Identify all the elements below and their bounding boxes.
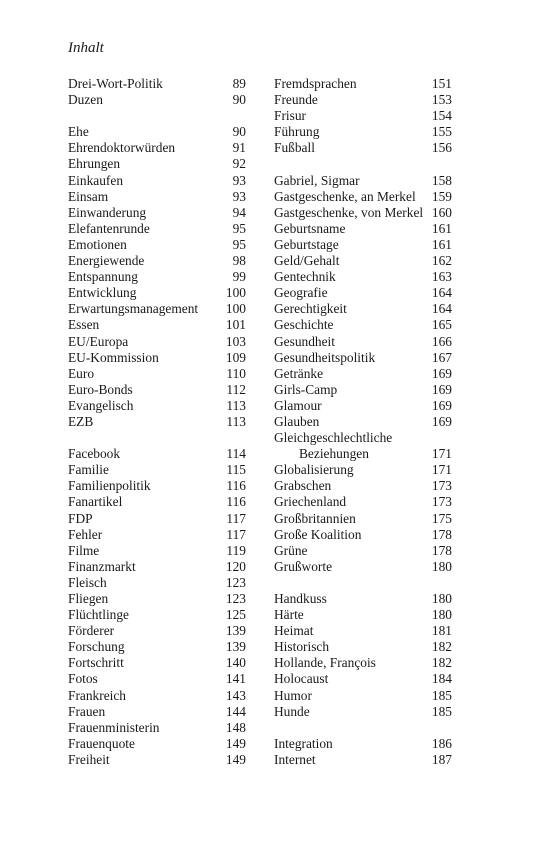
- index-entry: [274, 317, 452, 333]
- index-entry: [68, 205, 246, 221]
- entry-term: Erwartungsmanagement: [68, 301, 199, 317]
- entry-page-number: 187: [431, 751, 452, 767]
- entry-page-number: 178: [431, 542, 452, 558]
- index-entry: [274, 607, 452, 623]
- index-entry: [68, 124, 246, 140]
- entry-term: Förderer: [68, 623, 115, 639]
- entry-page-number: 114: [226, 446, 246, 462]
- entry-page-number: 139: [225, 639, 246, 655]
- index-entry: [68, 671, 246, 687]
- index-entry: [274, 350, 452, 366]
- index-entry: [68, 736, 246, 752]
- index-entry: [68, 511, 246, 527]
- entry-term: Glauben: [274, 413, 320, 429]
- index-entry: [68, 189, 246, 205]
- entry-term: Gastgeschenke, an Merkel: [274, 188, 416, 204]
- entry-page-number: 90: [232, 124, 246, 140]
- index-column-right: [274, 76, 452, 768]
- entry-term: Fehler: [68, 526, 103, 542]
- index-entry: [68, 237, 246, 253]
- index-entry: [274, 237, 452, 253]
- index-entry: [68, 462, 246, 478]
- entry-term: Fußball: [274, 140, 315, 156]
- entry-page-number: 143: [225, 687, 246, 703]
- index-entry: [68, 688, 246, 704]
- entry-page-number: 113: [226, 413, 246, 429]
- entry-page-number: 153: [431, 92, 452, 108]
- entry-page-number: 140: [225, 655, 246, 671]
- index-entry: [68, 591, 246, 607]
- page-heading: Inhalt: [68, 40, 104, 56]
- index-entry: [274, 527, 452, 543]
- entry-term: Ehe: [68, 124, 89, 140]
- entry-page-number: 163: [431, 269, 452, 285]
- entry-term: Elefantenrunde: [68, 220, 150, 236]
- entry-term: Facebook: [68, 446, 121, 462]
- entry-page-number: 92: [232, 156, 246, 172]
- index-entry: [274, 688, 452, 704]
- index-entry: [274, 478, 452, 494]
- entry-page-number: 117: [226, 526, 246, 542]
- index-entry: [68, 269, 246, 285]
- entry-term: Grußworte: [274, 558, 333, 574]
- entry-term: Handkuss: [274, 591, 327, 606]
- index-entry: [274, 76, 452, 92]
- entry-page-number: 173: [431, 494, 452, 510]
- index-entry: [68, 76, 246, 92]
- index-entry: [274, 366, 452, 382]
- entry-page-number: 180: [431, 607, 452, 623]
- index-entry: [274, 704, 452, 720]
- index-entry: [274, 623, 452, 639]
- entry-page-number: 178: [431, 526, 452, 542]
- entry-term: Große Koalition: [274, 526, 362, 542]
- entry-term: Gesundheit: [274, 333, 335, 349]
- index-entry: [274, 108, 452, 124]
- index-entry: [68, 382, 246, 398]
- entry-term: Holocaust: [274, 671, 329, 687]
- entry-term: Frauenquote: [68, 735, 135, 751]
- index-entry: [68, 655, 246, 671]
- index-entry: [68, 92, 246, 108]
- entry-page-number: 185: [431, 687, 452, 703]
- entry-page-number: 120: [225, 558, 246, 574]
- index-entry: [68, 221, 246, 237]
- entry-term: Finanzmarkt: [68, 558, 136, 574]
- index-entry: [68, 414, 246, 430]
- entry-term: EU-Kommission: [68, 349, 159, 365]
- entry-term: Frankreich: [68, 687, 127, 703]
- entry-page-number: 169: [431, 413, 452, 429]
- entry-page-number: 101: [225, 317, 246, 333]
- index-entry: [274, 221, 452, 237]
- entry-term: Emotionen: [68, 236, 127, 252]
- entry-term: Familienpolitik: [68, 478, 151, 494]
- entry-term: Evangelisch: [68, 397, 134, 413]
- entry-term: Frauen: [68, 703, 106, 719]
- entry-page-number: 162: [431, 253, 452, 269]
- index-entry: [68, 253, 246, 269]
- index-entry: [274, 736, 452, 752]
- entry-page-number: 149: [225, 751, 246, 767]
- entry-term: Girls-Camp: [274, 381, 338, 397]
- entry-term: Griechenland: [274, 494, 347, 510]
- entry-term: Fleisch: [68, 574, 107, 590]
- entry-page-number: 182: [431, 655, 452, 671]
- entry-page-number: 154: [431, 108, 452, 124]
- group-gap: [68, 108, 246, 124]
- entry-page-number: 109: [225, 349, 246, 365]
- entry-page-number: 171: [431, 446, 452, 462]
- entry-page-number: 116: [226, 478, 246, 494]
- entry-term: Freunde: [274, 92, 318, 108]
- entry-page-number: 149: [225, 735, 246, 751]
- entry-page-number: 156: [431, 140, 452, 156]
- entry-term: Flüchtlinge: [68, 607, 129, 623]
- group-gap: [274, 156, 452, 172]
- entry-page-number: 158: [431, 172, 452, 188]
- index-entry: [68, 317, 246, 333]
- entry-page-number: 93: [232, 188, 246, 204]
- entry-term: Duzen: [68, 92, 103, 108]
- entry-term: Fremdsprachen: [274, 76, 357, 91]
- entry-term: Einsam: [68, 188, 109, 204]
- index-entry: [68, 639, 246, 655]
- entry-page-number: 186: [431, 735, 452, 751]
- index-entry: [68, 366, 246, 382]
- entry-page-number: 113: [226, 397, 246, 413]
- entry-page-number: 144: [225, 703, 246, 719]
- entry-page-number: 184: [431, 671, 452, 687]
- index-entry: [274, 752, 452, 768]
- index-entry: [274, 92, 452, 108]
- entry-term: Globalisierung: [274, 462, 354, 478]
- entry-page-number: 161: [431, 236, 452, 252]
- entry-term: Energiewende: [68, 253, 145, 269]
- entry-page-number: 99: [232, 269, 246, 285]
- index-entry: [274, 269, 452, 285]
- index-entry: [68, 398, 246, 414]
- index-entry: [68, 156, 246, 172]
- entry-page-number: 139: [225, 623, 246, 639]
- index-entry: [68, 623, 246, 639]
- entry-term: Beziehungen: [299, 446, 369, 462]
- entry-term: Frisur: [274, 108, 306, 124]
- index-entry: [274, 655, 452, 671]
- entry-page-number: 117: [226, 510, 246, 526]
- entry-page-number: 103: [225, 333, 246, 349]
- entry-term: Entspannung: [68, 269, 138, 285]
- group-gap: [274, 720, 452, 736]
- entry-term: Geburtsname: [274, 220, 346, 236]
- entry-term: Härte: [274, 607, 304, 623]
- index-entry: [274, 398, 452, 414]
- entry-term: Glamour: [274, 397, 322, 413]
- entry-page-number: 175: [431, 510, 452, 526]
- entry-term: Ehrendoktorwürden: [68, 140, 176, 156]
- entry-page-number: 98: [232, 253, 246, 269]
- entry-term: Entwicklung: [68, 285, 137, 301]
- entry-page-number: 112: [226, 381, 246, 397]
- entry-term: Geburtstage: [274, 236, 339, 252]
- entry-term: Hunde: [274, 703, 310, 719]
- index-entry: [274, 591, 452, 607]
- entry-page-number: 155: [431, 124, 452, 140]
- entry-page-number: 171: [431, 462, 452, 478]
- entry-page-number: 115: [226, 462, 246, 478]
- entry-term: Gabriel, Sigmar: [274, 172, 360, 188]
- index-entry: [274, 285, 452, 301]
- entry-term: Getränke: [274, 365, 324, 381]
- entry-term: Integration: [274, 735, 333, 751]
- entry-page-number: 173: [431, 478, 452, 494]
- index-entry: [274, 671, 452, 687]
- entry-page-number: 161: [431, 220, 452, 236]
- index-entry: [274, 173, 452, 189]
- entry-page-number: 100: [225, 285, 246, 301]
- index-entry: [274, 189, 452, 205]
- entry-page-number: 125: [225, 607, 246, 623]
- entry-term: Heimat: [274, 623, 314, 639]
- entry-term: Drei-Wort-Politik: [68, 76, 163, 91]
- entry-page-number: 100: [225, 301, 246, 317]
- index-entry: [274, 301, 452, 317]
- index-entry: [274, 511, 452, 527]
- entry-page-number: 160: [431, 204, 452, 220]
- entry-page-number: 181: [431, 623, 452, 639]
- index-entry: [68, 704, 246, 720]
- entry-term: Großbritannien: [274, 510, 356, 526]
- entry-term: Humor: [274, 687, 312, 703]
- index-entry: [68, 527, 246, 543]
- index-entry: [274, 414, 452, 430]
- index-entry: [68, 478, 246, 494]
- entry-page-number: 164: [431, 285, 452, 301]
- entry-page-number: 116: [226, 494, 246, 510]
- index-entry: [274, 559, 452, 575]
- entry-term: Forschung: [68, 639, 125, 655]
- entry-page-number: 182: [431, 639, 452, 655]
- entry-page-number: 148: [225, 719, 246, 735]
- entry-page-number: 185: [431, 703, 452, 719]
- index-entry: [68, 446, 246, 462]
- index-entry: [68, 559, 246, 575]
- entry-term: Gastgeschenke, von Merkel: [274, 204, 424, 220]
- entry-page-number: 166: [431, 333, 452, 349]
- entry-page-number: 180: [431, 591, 452, 606]
- entry-page-number: 169: [431, 397, 452, 413]
- index-entry: [68, 543, 246, 559]
- index-entry: [68, 173, 246, 189]
- entry-term: Geld/Gehalt: [274, 253, 340, 269]
- entry-term: Gentechnik: [274, 269, 336, 285]
- entry-term: Filme: [68, 542, 100, 558]
- index-entry: [274, 382, 452, 398]
- entry-term: Fliegen: [68, 591, 109, 606]
- entry-page-number: 89: [232, 76, 246, 91]
- index-entry: [274, 639, 452, 655]
- entry-term: Fortschritt: [68, 655, 124, 671]
- index-entry: [68, 575, 246, 591]
- index-entry: [274, 462, 452, 478]
- index-entry: [274, 124, 452, 140]
- index-entry: [68, 140, 246, 156]
- index-column-left: [68, 76, 246, 768]
- entry-term: Grüne: [274, 542, 308, 558]
- entry-page-number: 169: [431, 365, 452, 381]
- entry-page-number: 91: [232, 140, 246, 156]
- index-entry: [274, 205, 452, 221]
- entry-page-number: 141: [225, 671, 246, 687]
- group-gap: [274, 575, 452, 591]
- entry-term: Gerechtigkeit: [274, 301, 347, 317]
- entry-term: Einwanderung: [68, 204, 147, 220]
- entry-term: Essen: [68, 317, 100, 333]
- entry-page-number: 123: [225, 591, 246, 606]
- entry-page-number: 123: [225, 574, 246, 590]
- index-entry: [68, 285, 246, 301]
- index-entry: [274, 253, 452, 269]
- index-entry: [274, 543, 452, 559]
- entry-page-number: 95: [232, 220, 246, 236]
- entry-term: Ehrungen: [68, 156, 121, 172]
- entry-term: Führung: [274, 124, 320, 140]
- entry-page-number: 90: [232, 92, 246, 108]
- entry-term: Geschichte: [274, 317, 334, 333]
- index-entry: [68, 752, 246, 768]
- entry-term: Geografie: [274, 285, 328, 301]
- group-gap: [68, 430, 246, 446]
- index-entry: [274, 430, 452, 446]
- entry-term: EU/Europa: [68, 333, 129, 349]
- entry-page-number: 119: [226, 542, 246, 558]
- entry-term: Einkaufen: [68, 172, 124, 188]
- index-entry: [68, 301, 246, 317]
- entry-page-number: 94: [232, 204, 246, 220]
- entry-term: Euro: [68, 365, 95, 381]
- entry-term: Freiheit: [68, 751, 110, 767]
- entry-page-number: 93: [232, 172, 246, 188]
- entry-term: Fotos: [68, 671, 98, 687]
- entry-term: EZB: [68, 413, 94, 429]
- entry-term: Fanartikel: [68, 494, 123, 510]
- entry-page-number: 151: [431, 76, 452, 91]
- entry-term: Historisch: [274, 639, 330, 655]
- entry-page-number: 169: [431, 381, 452, 397]
- index-entry: [274, 446, 452, 462]
- entry-page-number: 159: [431, 188, 452, 204]
- entry-term: Internet: [274, 751, 316, 767]
- index-entry: [68, 607, 246, 623]
- entry-term: Gleichgeschlechtliche: [274, 430, 393, 446]
- entry-term: Hollande, François: [274, 655, 376, 671]
- index-entry: [274, 494, 452, 510]
- entry-page-number: 164: [431, 301, 452, 317]
- entry-term: Grabschen: [274, 478, 332, 494]
- entry-term: FDP: [68, 510, 93, 526]
- entry-term: Euro-Bonds: [68, 381, 133, 397]
- index-entry: [68, 720, 246, 736]
- entry-term: Frauenministerin: [68, 719, 160, 735]
- index-entry: [274, 140, 452, 156]
- entry-page-number: 167: [431, 349, 452, 365]
- index-entry: [68, 334, 246, 350]
- index-entry: [68, 350, 246, 366]
- entry-page-number: 180: [431, 558, 452, 574]
- entry-term: Gesundheitspolitik: [274, 349, 376, 365]
- entry-term: Familie: [68, 462, 109, 478]
- index-entry: [274, 334, 452, 350]
- entry-page-number: 110: [226, 365, 246, 381]
- entry-page-number: 165: [431, 317, 452, 333]
- entry-page-number: 95: [232, 236, 246, 252]
- index-entry: [68, 494, 246, 510]
